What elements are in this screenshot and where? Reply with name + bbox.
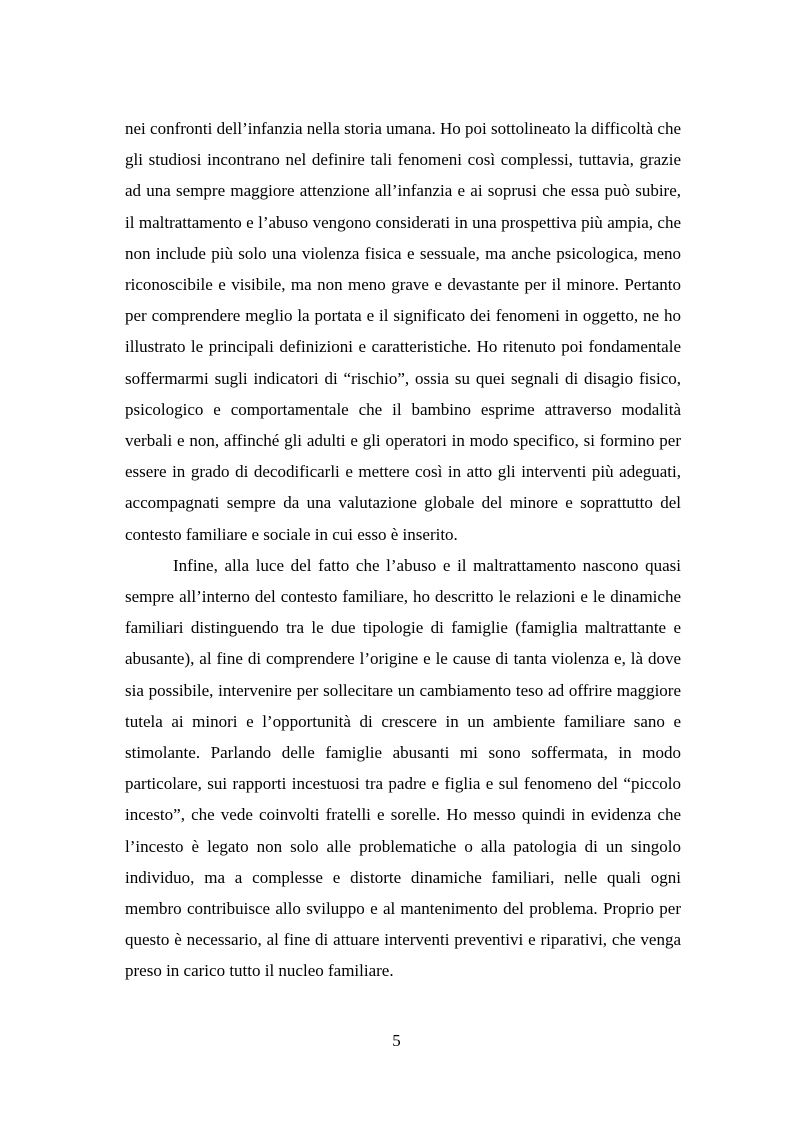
body-text xyxy=(125,113,681,987)
page-number: 5 xyxy=(392,1031,401,1050)
paragraph-1: nei confronti dell’infanzia nella storia umana. Ho poi sottolineato la difficoltà che gli studiosi incontrano nel definire tali fenomeni così complessi, tuttavia, grazie ad una sempre maggiore attenzione all’infanzia e ai soprusi che essa può subire, il maltrattamento e l’abuso vengono considerati in una prospettiva più ampia, che non include più solo una violenza fisica e sessuale, ma anche psicologica, meno riconoscibile e visibile, ma non meno grave e devastante per il minore. Pertanto per comprendere meglio la portata e il significato dei fenomeni in oggetto, ne ho illustrato le principali definizioni e caratteristiche. Ho ritenuto poi fondamentale soffermarmi sugli indicatori di “rischio”, ossia su quei segnali di disagio fisico, psicologico e comportamentale che il bambino esprime attraverso modalità verbali e non, affinché gli adulti e gli operatori in modo specifico, si formino per essere in grado di decodificarli e mettere così in atto gli interventi più adeguati, accompagnati sempre da una valutazione globale del minore e soprattutto del contesto familiare e sociale in cui esso è inserito. xyxy=(125,119,681,544)
paragraph-2: Infine, alla luce del fatto che l’abuso e il maltrattamento nascono quasi sempre all’interno del contesto familiare, ho descritto le relazioni e le dinamiche familiari distinguendo tra le due tipologie di famiglie (famiglia maltrattante e abusante), al fine di comprendere l’origine e le cause di tanta violenza e, là dove sia possibile, intervenire per sollecitare un cambiamento teso ad offrire maggiore tutela ai minori e l’opportunità di crescere in un ambiente familiare sano e stimolante. Parlando delle famiglie abusanti mi sono soffermata, in modo particolare, sui rapporti incestuosi tra padre e figlia e sul fenomeno del “piccolo incesto”, che vede coinvolti fratelli e sorelle. Ho messo quindi in evidenza che l’incesto è legato non solo alle problematiche o alla patologia di un singolo individuo, ma a complesse e distorte dinamiche familiari, nelle quali ogni membro contribuisce allo sviluppo e al mantenimento del problema. Proprio per questo è necessario, al fine di attuare interventi preventivi e riparativi, che venga preso in carico tutto il nucleo familiare. xyxy=(125,555,681,981)
